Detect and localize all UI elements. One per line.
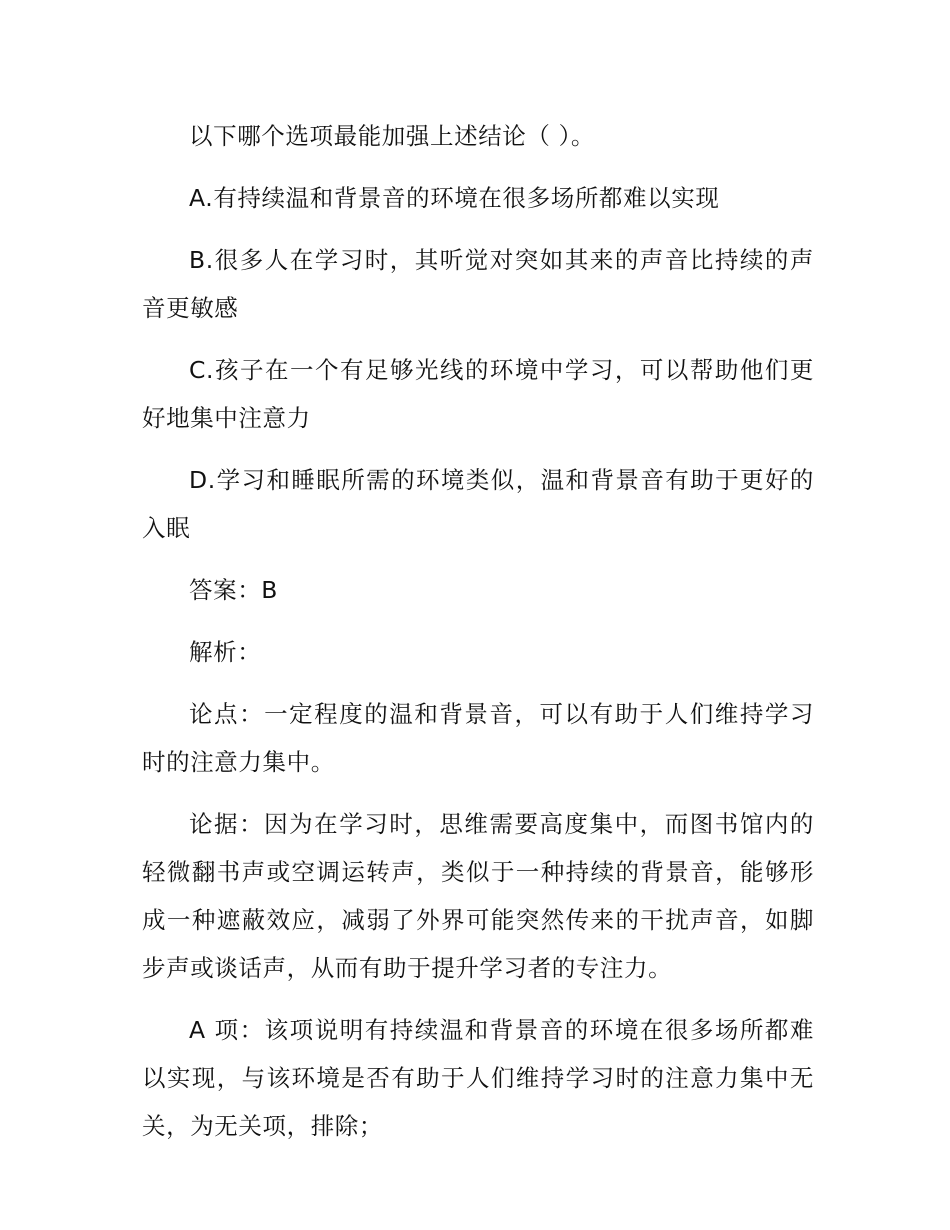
option-c: C.孩子在一个有足够光线的环境中学习，可以帮助他们更好地集中注意力 — [142, 356, 814, 432]
answer: 答案：B — [189, 576, 279, 604]
question-stem: 以下哪个选项最能加强上述结论（ ）。 — [189, 122, 596, 150]
document-page — [142, 112, 814, 1164]
analysis-evidence: 论据：因为在学习时，思维需要高度集中，而图书馆内的轻微翻书声或空调运转声，类似于一种持续的背景音，能够形成一种遮蔽效应，减弱了外界可能突然传来的干扰声音，如脚步声或谈话声，从而有助于提升学习者的专注力。 — [142, 810, 814, 982]
analysis-argument: 论点：一定程度的温和背景音，可以有助于人们维持学习时的注意力集中。 — [142, 700, 814, 776]
option-a: A.有持续温和背景音的环境在很多场所都难以实现 — [189, 184, 720, 212]
option-d: D.学习和睡眠所需的环境类似，温和背景音有助于更好的入眠 — [142, 466, 814, 542]
analysis-heading: 解析： — [189, 638, 262, 666]
analysis-option-a: A 项：该项说明有持续温和背景音的环境在很多场所都难以实现，与该环境是否有助于人们维持学习时的注意力集中无关，为无关项，排除； — [142, 1016, 814, 1140]
option-b: B.很多人在学习时，其听觉对突如其来的声音比持续的声音更敏感 — [142, 246, 814, 322]
